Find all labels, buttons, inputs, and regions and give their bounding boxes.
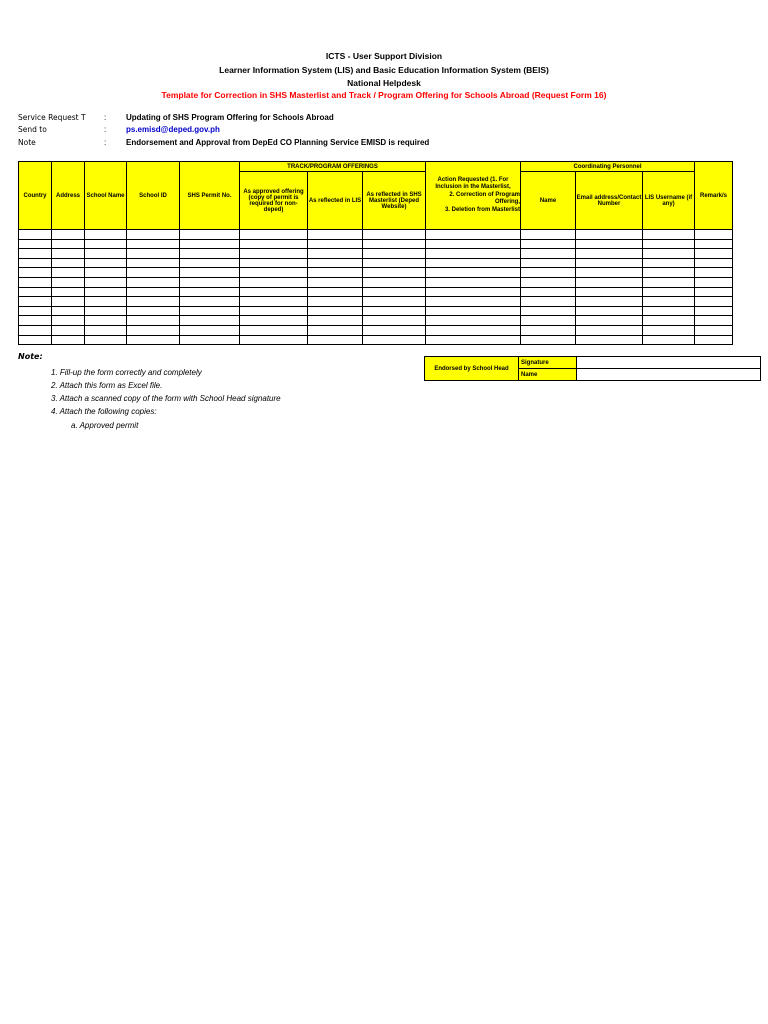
table-cell[interactable] [85,297,127,307]
table-cell[interactable] [127,306,180,316]
table-cell[interactable] [52,325,85,335]
table-cell[interactable] [308,268,363,278]
table-row [19,249,733,259]
service-request-label: Service Request T [18,113,86,122]
send-to-label: Send to [18,125,47,134]
table-cell[interactable] [521,306,576,316]
signature-label: Signature [519,357,577,369]
table-cell[interactable] [19,325,52,335]
col-lis-username: LIS Username (if any) [643,172,695,230]
table-cell[interactable] [308,277,363,287]
table-cell[interactable] [521,297,576,307]
table-cell[interactable] [643,335,695,345]
table-cell[interactable] [240,335,308,345]
table-cell[interactable] [19,277,52,287]
table-cell[interactable] [576,268,643,278]
table-cell[interactable] [695,258,733,268]
table-cell[interactable] [695,325,733,335]
table-cell[interactable] [180,249,240,259]
table-cell[interactable] [52,335,85,345]
table-cell[interactable] [643,239,695,249]
table-cell[interactable] [695,239,733,249]
note-item-2: 2. Attach this form as Excel file. [51,381,163,390]
table-cell[interactable] [576,335,643,345]
colon: : [104,138,107,147]
table-cell[interactable] [521,230,576,240]
table-cell[interactable] [180,277,240,287]
table-cell[interactable] [240,249,308,259]
table-cell[interactable] [363,268,426,278]
table-cell[interactable] [521,335,576,345]
table-cell[interactable] [426,316,521,326]
table-row [19,287,733,297]
table-cell[interactable] [308,258,363,268]
table-row [19,316,733,326]
table-cell[interactable] [643,316,695,326]
table-cell[interactable] [521,268,576,278]
endorsed-by-label: Endorsed by School Head [425,357,519,381]
table-cell[interactable] [695,316,733,326]
table-cell[interactable] [127,335,180,345]
table-cell[interactable] [363,230,426,240]
table-cell[interactable] [308,297,363,307]
table-cell[interactable] [643,306,695,316]
table-cell[interactable] [521,325,576,335]
col-country: Country [19,162,52,230]
table-cell[interactable] [127,325,180,335]
table-cell[interactable] [576,249,643,259]
table-cell[interactable] [576,258,643,268]
table-cell[interactable] [19,239,52,249]
table-cell[interactable] [521,249,576,259]
table-cell[interactable] [127,230,180,240]
table-cell[interactable] [19,249,52,259]
table-cell[interactable] [52,277,85,287]
table-cell[interactable] [85,258,127,268]
table-cell[interactable] [363,287,426,297]
table-cell[interactable] [643,277,695,287]
table-cell[interactable] [52,297,85,307]
table-cell[interactable] [695,230,733,240]
table-cell[interactable] [695,335,733,345]
table-cell[interactable] [19,297,52,307]
table-cell[interactable] [576,239,643,249]
table-cell[interactable] [308,316,363,326]
table-cell[interactable] [521,258,576,268]
table-cell[interactable] [363,306,426,316]
table-cell[interactable] [695,287,733,297]
table-cell[interactable] [643,268,695,278]
endorsement-table [424,356,761,381]
table-cell[interactable] [308,335,363,345]
table-row [19,325,733,335]
note-item-4: 4. Attach the following copies: [51,407,157,416]
table-cell[interactable] [426,258,521,268]
action-line-1: Action Requested (1. For Inclusion in the Masterlist, [435,176,511,191]
col-address: Address [52,162,85,230]
table-cell[interactable] [127,239,180,249]
name-field[interactable] [577,369,761,381]
table-row [19,297,733,307]
table-cell[interactable] [695,297,733,307]
table-cell[interactable] [85,287,127,297]
table-row [19,277,733,287]
table-cell[interactable] [363,249,426,259]
table-cell[interactable] [240,258,308,268]
table-cell[interactable] [308,230,363,240]
table-cell[interactable] [85,230,127,240]
table-cell[interactable] [426,230,521,240]
table-cell[interactable] [695,277,733,287]
table-cell[interactable] [19,335,52,345]
table-cell[interactable] [85,335,127,345]
note-item-4a: a. Approved permit [71,421,139,430]
table-cell[interactable] [127,268,180,278]
col-remarks: Remark/s [695,162,733,230]
table-cell[interactable] [426,325,521,335]
table-cell[interactable] [643,230,695,240]
table-cell[interactable] [308,287,363,297]
table-cell[interactable] [52,306,85,316]
colon: : [104,113,107,122]
table-cell[interactable] [85,277,127,287]
table-cell[interactable] [363,335,426,345]
col-shs-permit: SHS Permit No. [180,162,240,230]
table-cell[interactable] [52,230,85,240]
table-row [19,258,733,268]
table-cell[interactable] [576,297,643,307]
table-cell[interactable] [521,239,576,249]
col-action-requested [426,162,521,230]
table-cell[interactable] [363,258,426,268]
action-line-2: 2. Correction of Program Offering, [449,191,520,206]
table-row [19,306,733,316]
table-cell[interactable] [426,287,521,297]
table-cell[interactable] [576,306,643,316]
table-cell[interactable] [426,297,521,307]
table-cell[interactable] [85,268,127,278]
table-cell[interactable] [85,306,127,316]
table-cell[interactable] [643,325,695,335]
table-cell[interactable] [52,239,85,249]
table-cell[interactable] [363,277,426,287]
table-cell[interactable] [52,316,85,326]
table-cell[interactable] [426,277,521,287]
table-cell[interactable] [363,239,426,249]
table-cell[interactable] [180,258,240,268]
table-cell[interactable] [240,325,308,335]
table-cell[interactable] [521,316,576,326]
table-row [19,335,733,345]
notes-section [18,352,43,361]
table-row [19,230,733,240]
table-cell[interactable] [308,325,363,335]
col-email-contact: Email address/Contact Number [576,172,643,230]
table-cell[interactable] [180,325,240,335]
col-school-id: School ID [127,162,180,230]
table-cell[interactable] [19,316,52,326]
table-cell[interactable] [240,316,308,326]
send-to-email-link[interactable]: ps.emisd@deped.gov.ph [126,125,220,134]
table-cell[interactable] [695,268,733,278]
table-cell[interactable] [426,335,521,345]
table-cell[interactable] [85,316,127,326]
signature-field[interactable] [577,357,761,369]
note-item-1: 1. Fill-up the form correctly and completely [51,368,202,377]
table-cell[interactable] [643,249,695,259]
table-cell[interactable] [127,316,180,326]
table-cell[interactable] [127,258,180,268]
group-coordinating-personnel: Coordinating Personnel [521,162,695,172]
table-cell[interactable] [240,230,308,240]
table-cell[interactable] [180,287,240,297]
table-cell[interactable] [127,277,180,287]
colon: : [104,125,107,134]
col-reflected-masterlist: As reflected in SHS Masterlist (Deped Website) [363,172,426,230]
table-cell[interactable] [19,258,52,268]
table-cell[interactable] [240,297,308,307]
table-cell[interactable] [363,297,426,307]
table-cell[interactable] [19,268,52,278]
table-cell[interactable] [127,287,180,297]
table-cell[interactable] [180,316,240,326]
table-cell[interactable] [643,287,695,297]
col-school-name: School Name [85,162,127,230]
action-line-3: 3. Deletion from Masterlist [444,206,520,213]
table-row [19,268,733,278]
service-request-value[interactable]: Updating of SHS Program Offering for Schools Abroad [126,113,334,122]
table-cell[interactable] [180,230,240,240]
table-cell[interactable] [426,306,521,316]
table-cell[interactable] [180,306,240,316]
col-reflected-lis: As reflected in LIS [308,172,363,230]
table-cell[interactable] [85,325,127,335]
col-approved-offering: As approved offering (copy of permit is required for non-deped) [240,172,308,230]
request-table [18,161,733,345]
table-row [19,239,733,249]
note-item-3: 3. Attach a scanned copy of the form with School Head signature [51,394,281,403]
table-cell[interactable] [426,249,521,259]
form-title: Template for Correction in SHS Masterlist and Track / Program Offering for Schools Abroad (Request Form 16) [161,90,607,100]
table-cell[interactable] [521,277,576,287]
helpdesk-title: National Helpdesk [347,78,421,88]
table-cell[interactable] [363,325,426,335]
table-cell[interactable] [180,239,240,249]
note-value: Endorsement and Approval from DepEd CO Planning Service EMISD is required [126,138,430,147]
table-cell[interactable] [127,297,180,307]
table-cell[interactable] [127,249,180,259]
group-track-offerings: TRACK/PROGRAM OFFERINGS [240,162,426,172]
table-cell[interactable] [240,306,308,316]
table-cell[interactable] [643,297,695,307]
table-cell[interactable] [240,277,308,287]
table-cell[interactable] [180,268,240,278]
system-title: Learner Information System (LIS) and Basic Education Information System (BEIS) [219,65,549,75]
table-cell[interactable] [426,239,521,249]
table-cell[interactable] [695,306,733,316]
notes-title: Note: [18,352,43,361]
table-cell[interactable] [85,249,127,259]
table-cell[interactable] [19,230,52,240]
table-cell[interactable] [576,325,643,335]
table-cell[interactable] [576,230,643,240]
table-body [19,230,733,345]
col-personnel-name: Name [521,172,576,230]
table-cell[interactable] [240,287,308,297]
table-cell[interactable] [180,297,240,307]
table-cell[interactable] [576,277,643,287]
table-cell[interactable] [52,287,85,297]
table-cell[interactable] [695,249,733,259]
table-cell[interactable] [240,239,308,249]
table-cell[interactable] [19,287,52,297]
name-label: Name [519,369,577,381]
table-cell[interactable] [52,268,85,278]
table-cell[interactable] [521,287,576,297]
table-cell[interactable] [19,306,52,316]
division-title: ICTS - User Support Division [325,51,443,61]
table-cell[interactable] [180,335,240,345]
table-cell[interactable] [426,268,521,278]
table-cell[interactable] [308,249,363,259]
table-cell[interactable] [52,258,85,268]
table-cell[interactable] [85,239,127,249]
table-cell[interactable] [308,306,363,316]
table-cell[interactable] [52,249,85,259]
note-label: Note [18,138,36,147]
table-cell[interactable] [576,287,643,297]
table-cell[interactable] [576,316,643,326]
table-cell[interactable] [308,239,363,249]
table-cell[interactable] [240,268,308,278]
table-cell[interactable] [643,258,695,268]
table-cell[interactable] [363,316,426,326]
